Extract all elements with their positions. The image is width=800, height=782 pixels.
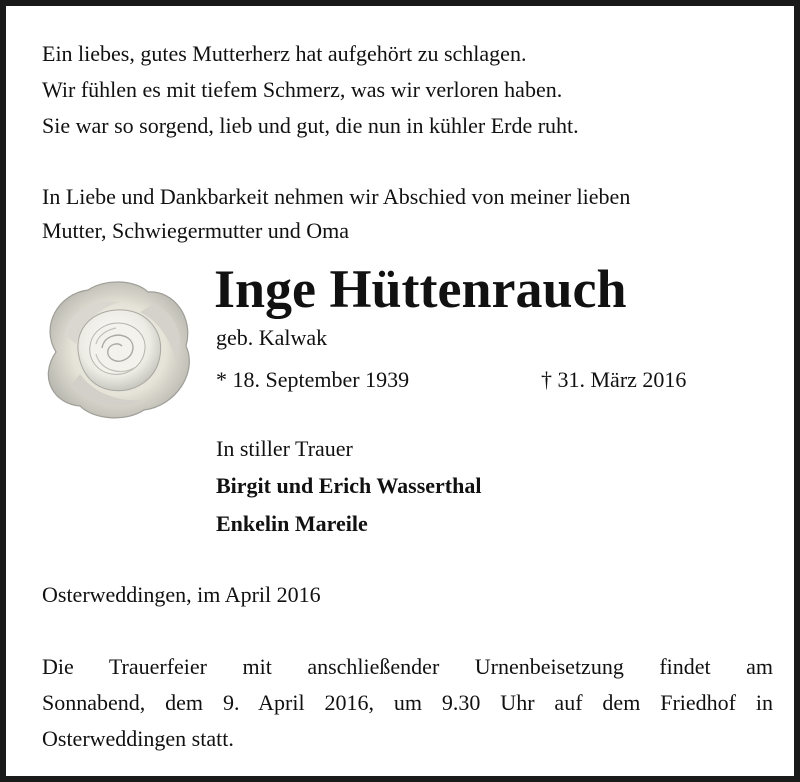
deceased-name: Inge Hüttenrauch <box>214 259 627 319</box>
verse-line-1: Ein liebes, gutes Mutterherz hat aufgehört zu schlagen. <box>42 41 527 66</box>
verse-line-2: Wir fühlen es mit tiefem Schmerz, was wir verloren haben. <box>42 77 563 102</box>
birth-date: * 18. September 1939 <box>216 367 410 392</box>
mourner-line-1: Birgit und Erich Wasserthal <box>216 473 482 498</box>
intro-line-2: Mutter, Schwiegermutter und Oma <box>42 218 350 243</box>
rose-icon <box>36 274 198 422</box>
birth-name: geb. Kalwak <box>216 325 328 350</box>
verse-line-3: Sie war so sorgend, lieb und gut, die nun in kühler Erde ruht. <box>42 113 579 138</box>
funeral-notice <box>42 649 773 757</box>
funeral-notice-line-3: Osterweddingen statt. <box>42 726 234 751</box>
mourning-heading: In stiller Trauer <box>216 436 353 461</box>
funeral-notice-line-1: Die Trauerfeier mit anschließender Urnenbeisetzung findet am <box>42 654 773 679</box>
intro-line-1: In Liebe und Dankbarkeit nehmen wir Abschied von meiner lieben <box>42 184 631 209</box>
mourner-line-2: Enkelin Mareile <box>216 511 368 536</box>
death-date: † 31. März 2016 <box>541 367 687 392</box>
funeral-notice-line-2: Sonnabend, dem 9. April 2016, um 9.30 Uhr auf dem Friedhof in <box>42 690 773 715</box>
place-and-date: Osterweddingen, im April 2016 <box>42 582 321 607</box>
